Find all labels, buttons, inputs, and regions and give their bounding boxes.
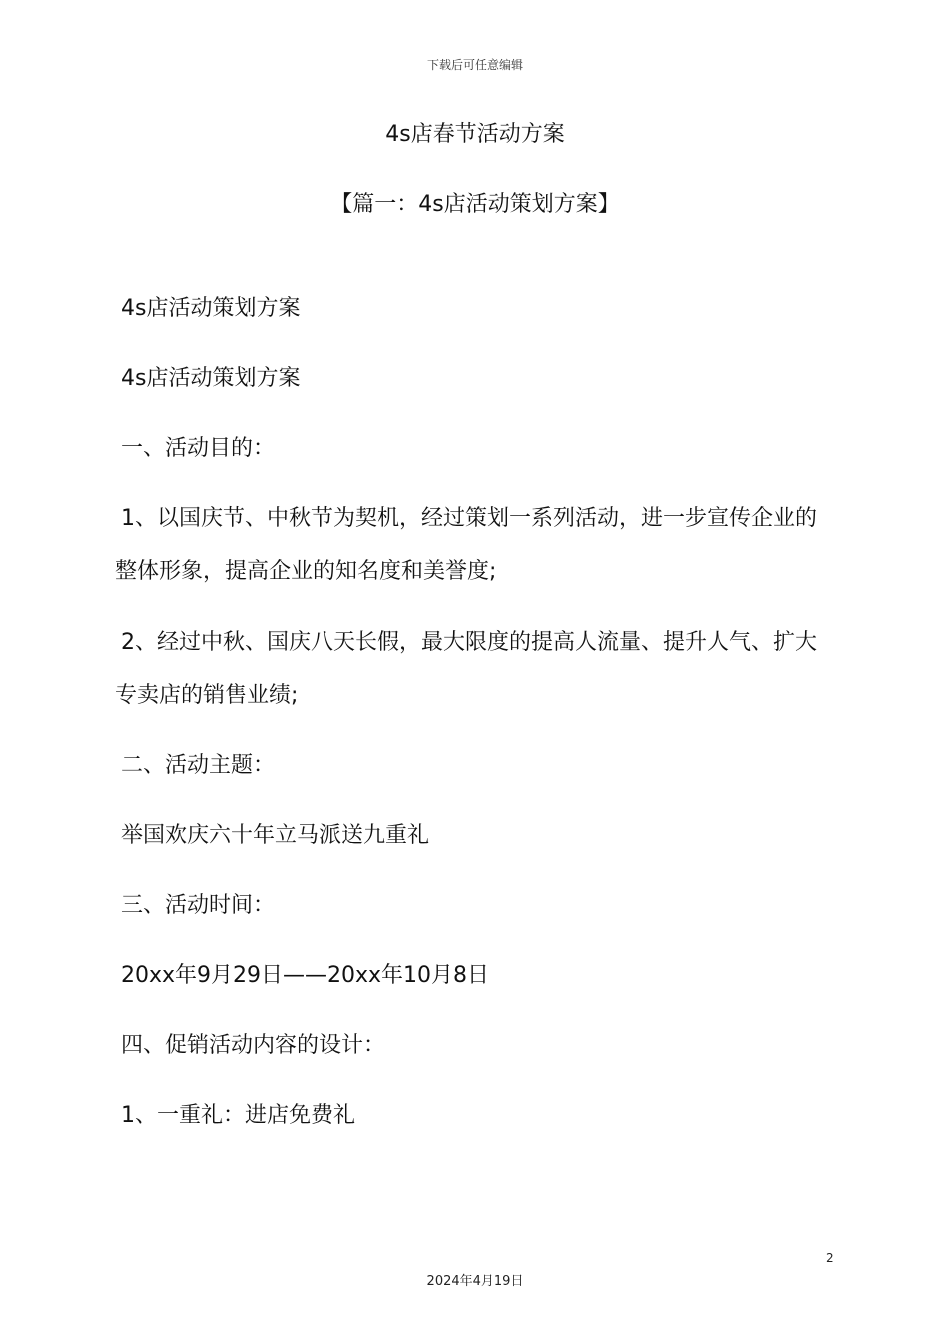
paragraph-heading-1: 4s店活动策划方案 [121, 296, 301, 321]
page-number: 2 [826, 1251, 834, 1265]
footer-date: 2024年4月19日 [426, 1274, 524, 1289]
document-subtitle: 【篇一：4s店活动策划方案】 [330, 192, 620, 217]
page-header-note: 下载后可任意编辑 [426, 58, 523, 72]
paragraph-gift-1: 1、一重礼：进店免费礼 [121, 1103, 355, 1128]
document-title: 4s店春节活动方案 [385, 122, 565, 147]
paragraph-purpose-2: 2、经过中秋、国庆八天长假，最大限度的提高人流量、提升人气、扩大专卖店的销售业绩; [115, 630, 817, 708]
paragraph-time: 20xx年9月29日——20xx年10月8日 [121, 963, 490, 988]
paragraph-theme: 举国欢庆六十年立马派送九重礼 [121, 823, 430, 848]
section-heading-design: 四、促销活动内容的设计： [121, 1033, 386, 1058]
paragraph-heading-2: 4s店活动策划方案 [121, 366, 301, 391]
paragraph-purpose-1: 1、以国庆节、中秋节为契机，经过策划一系列活动，进一步宣传企业的整体形象，提高企业的知名度和美誉度; [115, 506, 817, 584]
section-heading-time: 三、活动时间： [121, 893, 276, 918]
section-heading-theme: 二、活动主题： [121, 753, 276, 778]
section-heading-purpose: 一、活动目的： [121, 436, 276, 461]
